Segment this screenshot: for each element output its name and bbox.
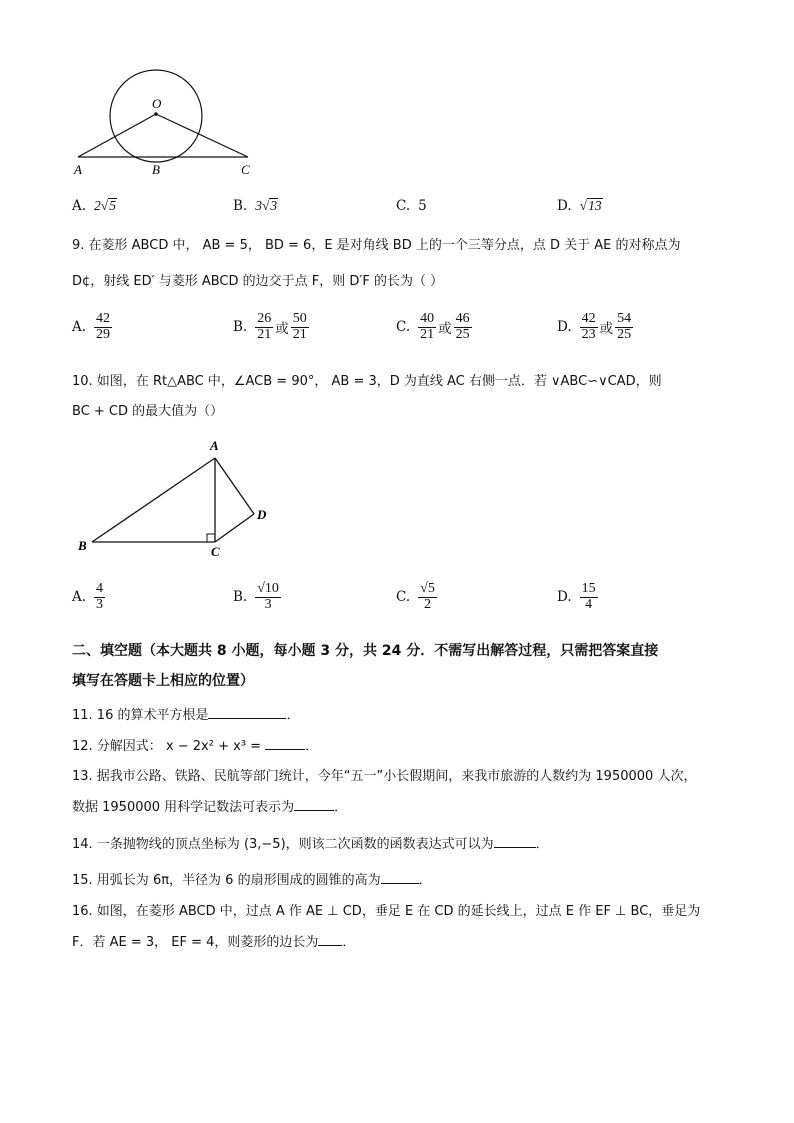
label-a: A: [74, 162, 82, 177]
q16-line1: 16. 如图，在菱形 ABCD 中，过点 A 作 AE ⊥ CD，垂足 E 在 CD 的延长线上，过点 E 作 EF ⊥ BC，垂足为: [72, 904, 701, 919]
q13-line2: 数据 1950000 用科学记数法可表示为 ．: [72, 800, 348, 815]
section-heading-line2: 填写在答题卡上相应的位置）: [72, 673, 254, 689]
q8-option-c: C. 5: [396, 198, 427, 214]
label-b: B: [152, 162, 160, 177]
answer-blank[interactable]: [381, 883, 419, 884]
center-point: [154, 112, 158, 116]
answer-blank[interactable]: [265, 749, 305, 750]
q14: 14. 一条抛物线的顶点坐标为 (3,−5)，则该二次函数的函数表达式可以为 ．: [72, 837, 549, 852]
q9-option-c: C. $\frac{40}{21}$ 或 $\frac{46}{25}$: [396, 311, 470, 342]
q8-option-a: A. 2√5: [72, 198, 116, 214]
label-a: A: [210, 438, 219, 453]
q10-option-b: B. $\frac{√10}{3}$: [233, 581, 279, 612]
circle-o: [110, 70, 202, 162]
q8-option-b: B. 3√3: [233, 198, 278, 214]
line-ba: [92, 458, 215, 542]
q16-line2: F．若 AE = 3， EF = 4，则菱形的边长为 ．: [72, 935, 356, 950]
q9-option-d: D. $\frac{42}{23}$ 或 $\frac{54}{25}$: [557, 311, 632, 342]
line-ad: [215, 458, 254, 514]
label-b: B: [78, 538, 87, 553]
q10-option-a: A. $\frac{4}{3}$: [72, 581, 104, 612]
label-c: C: [241, 162, 250, 177]
q8-option-d: D. √13: [557, 198, 602, 214]
right-angle-mark: [207, 534, 215, 542]
answer-blank[interactable]: [494, 847, 536, 848]
circle-figure: [60, 60, 280, 185]
label-o: O: [152, 96, 162, 111]
q10-option-d: D. $\frac{15}{4}$: [557, 581, 596, 612]
answer-blank[interactable]: [208, 718, 286, 719]
q15: 15. 用弧长为 6π，半径为 6 的扇形围成的圆锥的高为 ．: [72, 873, 432, 888]
answer-blank[interactable]: [318, 945, 342, 946]
label-c: C: [211, 544, 220, 559]
q12: 12. 分解因式： x − 2x² + x³ = ．: [72, 739, 319, 754]
q10-line1: 10. 如图，在 Rt△ABC 中，∠ACB = 90°， AB = 3，D 为直线 AC 右侧一点．若 ∨ABC∽∨CAD，则: [72, 374, 662, 389]
section-heading-line1: 二、填空题（本大题共 8 小题，每小题 3 分，共 24 分．不需写出解答过程，只需把答案直接: [72, 643, 659, 659]
q9-line1: 9. 在菱形 ABCD 中， AB = 5， BD = 6，E 是对角线 BD 上的一个三等分点，点 D 关于 AE 的对称点为: [72, 238, 681, 253]
triangle-figure: [70, 432, 290, 562]
q9-option-b: B. $\frac{26}{21}$ 或 $\frac{50}{21}$: [233, 311, 307, 342]
label-d: D: [257, 507, 267, 522]
q9-line2: D¢，射线 ED′ 与菱形 ABCD 的边交于点 F，则 D′F 的长为（ ）: [72, 274, 444, 289]
q10-option-c: C. $\frac{√5}{2}$: [396, 581, 435, 612]
line-ao: [78, 114, 156, 157]
q9-option-a: A. $\frac{42}{29}$: [72, 311, 111, 342]
q13-line1: 13. 据我市公路、铁路、民航等部门统计，今年“五一”小长假期间，来我市旅游的人数约为 1950000 人次，: [72, 769, 697, 784]
q10-line2: BC + CD 的最大值为（）: [72, 404, 224, 419]
q11: 11. 16 的算术平方根是 ．: [72, 708, 300, 723]
line-cd: [215, 514, 254, 542]
answer-blank[interactable]: [294, 810, 334, 811]
